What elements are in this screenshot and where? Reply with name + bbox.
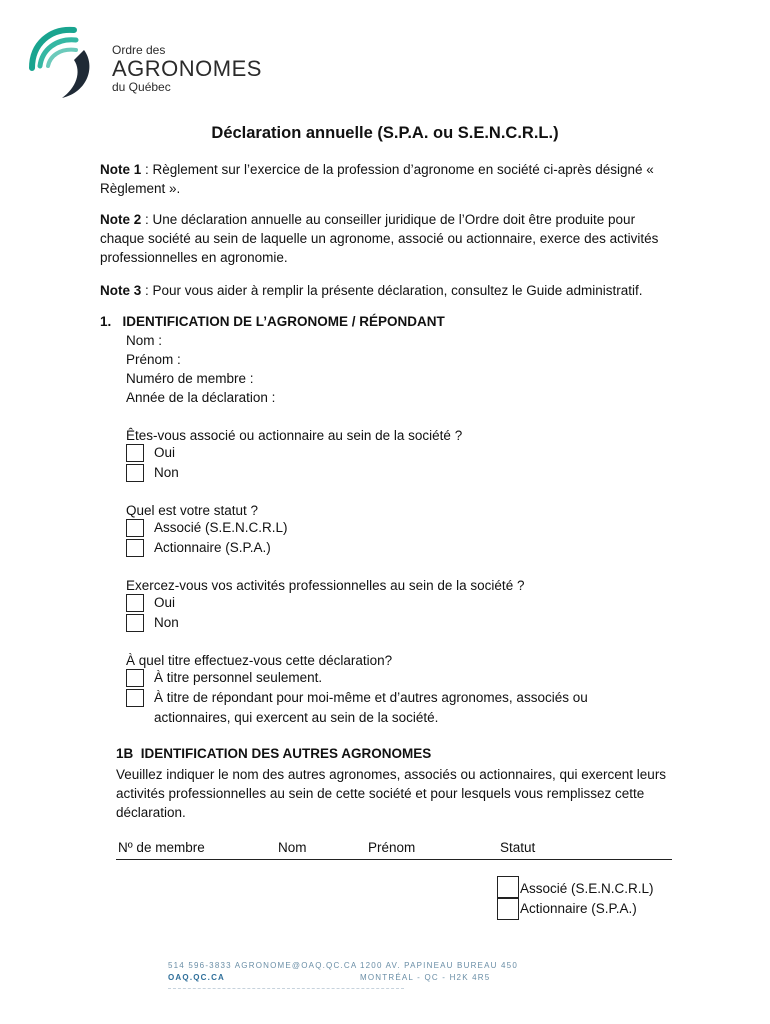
note-label: Note 2: [100, 212, 142, 227]
note-3: [100, 281, 680, 300]
checkbox[interactable]: [126, 614, 144, 632]
col-header-statut: Statut: [500, 840, 536, 855]
option-label: Associé (S.E.N.C.R.L): [520, 881, 654, 896]
checkbox[interactable]: [126, 464, 144, 482]
note-label: Note 3: [100, 283, 142, 298]
col-header-numero: Nº de membre: [118, 840, 205, 855]
checkbox[interactable]: [126, 669, 144, 687]
option-label: Non: [154, 615, 179, 630]
checkbox[interactable]: [126, 519, 144, 537]
note-text: : Pour vous aider à remplir la présente déclaration, consultez le Guide administratif.: [141, 283, 643, 298]
note-text: : Règlement sur l’exercice de la profession d’agronome en société ci-après désigné « Règlement ».: [100, 162, 654, 196]
checkbox[interactable]: [126, 444, 144, 462]
footer-divider: [168, 988, 404, 989]
footer-website[interactable]: OAQ.QC.CA: [168, 973, 226, 982]
checkbox[interactable]: [126, 689, 144, 707]
oaq-swirl-logo-icon: [26, 22, 106, 102]
section-1b-title: 1B IDENTIFICATION DES AUTRES AGRONOMES: [116, 746, 432, 761]
option-titre-repondant-cont: actionnaires, qui exercent au sein de la société.: [154, 710, 439, 725]
option-label: Associé (S.E.N.C.R.L): [154, 520, 288, 535]
footer-contact: [168, 960, 357, 984]
question-exercez: Exercez-vous vos activités professionnelles au sein de la société ?: [126, 578, 525, 593]
option-label: À titre de répondant pour moi-même et d’autres agronomes, associés ou: [154, 690, 588, 705]
section-1b-text: Veuillez indiquer le nom des autres agronomes, associés ou actionnaires, qui exercent leurs activités professionnelles au sein de cette société et pour lesquels vous remplissez cette déclaration.: [116, 767, 667, 820]
oaq-logo: [26, 22, 266, 102]
note-1: [100, 160, 680, 198]
table-header-rule: [116, 859, 672, 860]
field-nom: Nom :: [126, 333, 163, 348]
option-label: À titre personnel seulement.: [154, 670, 323, 685]
note-2: [100, 210, 680, 267]
option-label: Actionnaire (S.P.A.): [154, 540, 271, 555]
field-numero-membre: Numéro de membre :: [126, 371, 254, 386]
note-text: : Une déclaration annuelle au conseiller juridique de l’Ordre doit être produite pour chaque société au sein de laquelle un agronome, associé ou actionnaire, exerce des activités professionnelles en agronomie.: [100, 212, 659, 265]
logo-line-2: AGRONOMES: [112, 56, 262, 81]
field-annee-declaration: Année de la déclaration :: [126, 390, 276, 405]
option-label: Non: [154, 465, 179, 480]
checkbox[interactable]: [126, 539, 144, 557]
checkbox[interactable]: [126, 594, 144, 612]
col-header-nom: Nom: [278, 840, 307, 855]
checkbox[interactable]: [497, 876, 519, 898]
logo-line-3: du Québec: [112, 80, 171, 94]
checkbox[interactable]: [497, 898, 519, 920]
logo-wordmark: [112, 44, 262, 93]
logo-line-1: Ordre des: [112, 43, 166, 57]
option-label: Oui: [154, 445, 176, 460]
section-1-title: 1. IDENTIFICATION DE L’AGRONOME / RÉPONDANT: [100, 314, 445, 329]
option-label: Oui: [154, 595, 176, 610]
page-title: Déclaration annuelle (S.P.A. ou S.E.N.C.R.L.): [211, 124, 559, 142]
footer-address-1: 1200 AV. PAPINEAU BUREAU 450: [360, 961, 518, 970]
field-prenom: Prénom :: [126, 352, 181, 367]
question-titre: À quel titre effectuez-vous cette déclaration?: [126, 653, 393, 668]
question-associe: Êtes-vous associé ou actionnaire au sein de la société ?: [126, 428, 463, 443]
option-label: Actionnaire (S.P.A.): [520, 901, 637, 916]
footer-address-2: MONTRÉAL - QC - H2K 4R5: [360, 973, 491, 982]
footer-address: [360, 960, 518, 984]
question-statut: Quel est votre statut ?: [126, 503, 259, 518]
footer-phone-email: 514 596-3833 AGRONOME@OAQ.QC.CA: [168, 961, 358, 970]
note-label: Note 1: [100, 162, 142, 177]
col-header-prenom: Prénom: [368, 840, 416, 855]
